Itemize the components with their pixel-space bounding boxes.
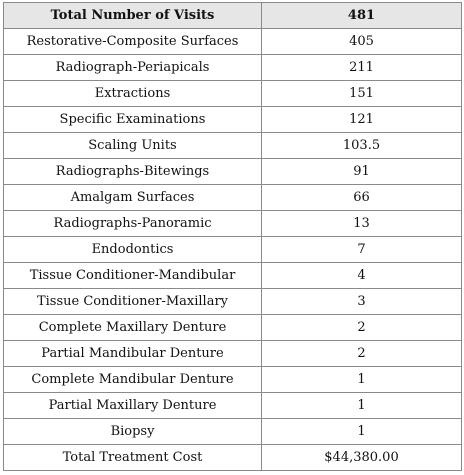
table-row [4, 263, 462, 289]
table-row [4, 341, 462, 367]
total-cost-value-cell: $44,380.00 [262, 445, 462, 471]
row-value-cell: 2 [262, 341, 462, 367]
row-label-cell: Specific Examinations [4, 107, 262, 133]
row-value-cell: 1 [262, 393, 462, 419]
row-value-cell: 151 [262, 81, 462, 107]
row-label-cell: Partial Mandibular Denture [4, 341, 262, 367]
row-value-cell: 2 [262, 315, 462, 341]
row-label-cell: Radiograph-Periapicals [4, 55, 262, 81]
row-label-cell: Scaling Units [4, 133, 262, 159]
row-label-cell: Amalgam Surfaces [4, 185, 262, 211]
table-row [4, 367, 462, 393]
row-label-cell: Tissue Conditioner-Mandibular [4, 263, 262, 289]
row-value-cell: 91 [262, 159, 462, 185]
row-value-cell: 211 [262, 55, 462, 81]
row-value-cell: 121 [262, 107, 462, 133]
row-value-cell: 7 [262, 237, 462, 263]
table-row [4, 133, 462, 159]
row-label-cell: Biopsy [4, 419, 262, 445]
table-row [4, 211, 462, 237]
row-value-cell: 405 [262, 29, 462, 55]
table-row [4, 315, 462, 341]
row-value-cell: 1 [262, 419, 462, 445]
table-row [4, 393, 462, 419]
table-row [4, 159, 462, 185]
total-cost-label-cell: Total Treatment Cost [4, 445, 262, 471]
header-value-cell: 481 [262, 3, 462, 29]
table-row [4, 29, 462, 55]
row-value-cell: 66 [262, 185, 462, 211]
row-label-cell: Radiographs-Bitewings [4, 159, 262, 185]
header-label-cell: Total Number of Visits [4, 3, 262, 29]
table-body [4, 3, 462, 471]
table-row [4, 237, 462, 263]
row-label-cell: Restorative-Composite Surfaces [4, 29, 262, 55]
row-label-cell: Partial Maxillary Denture [4, 393, 262, 419]
row-value-cell: 103.5 [262, 133, 462, 159]
total-cost-row [4, 445, 462, 471]
row-label-cell: Complete Mandibular Denture [4, 367, 262, 393]
treatment-summary-table [3, 2, 462, 471]
row-value-cell: 4 [262, 263, 462, 289]
table-row [4, 185, 462, 211]
row-value-cell: 13 [262, 211, 462, 237]
row-value-cell: 3 [262, 289, 462, 315]
table-row [4, 107, 462, 133]
table-row [4, 419, 462, 445]
row-label-cell: Endodontics [4, 237, 262, 263]
row-label-cell: Complete Maxillary Denture [4, 315, 262, 341]
table-row [4, 81, 462, 107]
table-row [4, 55, 462, 81]
table-header-row [4, 3, 462, 29]
row-value-cell: 1 [262, 367, 462, 393]
row-label-cell: Tissue Conditioner-Maxillary [4, 289, 262, 315]
row-label-cell: Radiographs-Panoramic [4, 211, 262, 237]
table-row [4, 289, 462, 315]
row-label-cell: Extractions [4, 81, 262, 107]
